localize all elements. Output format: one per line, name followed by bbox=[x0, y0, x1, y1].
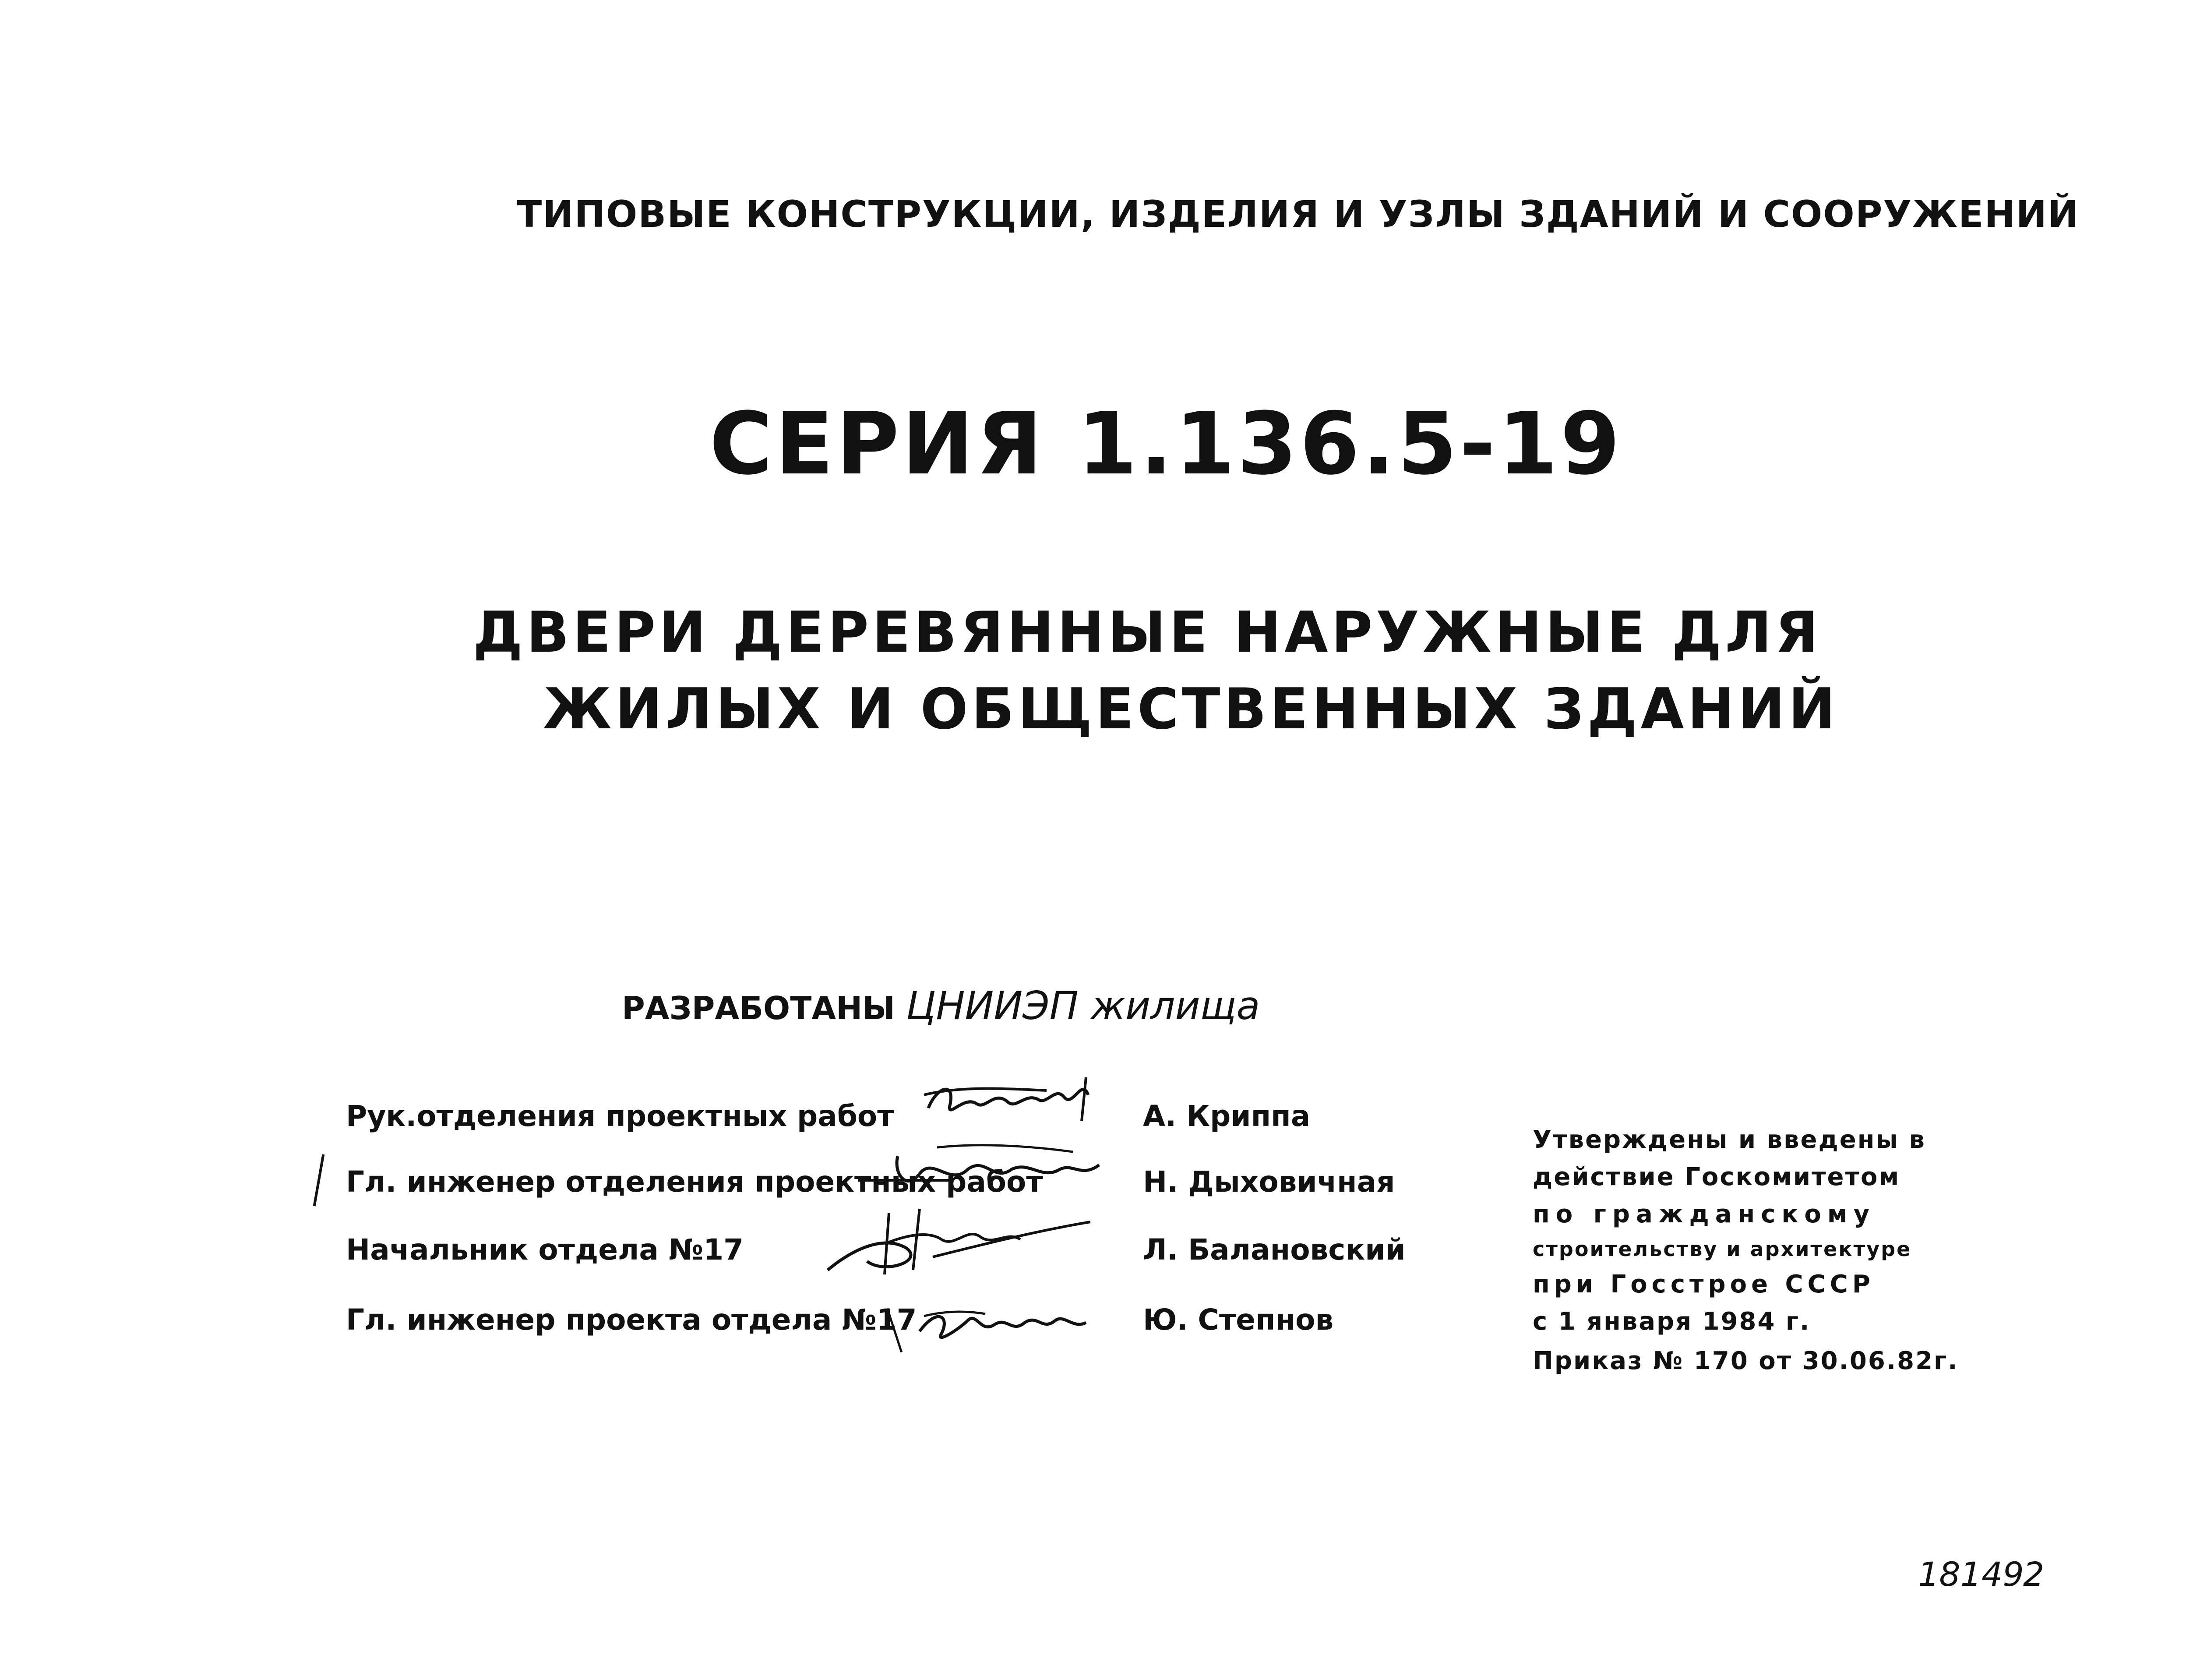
subtitle-line-2: ЖИЛЫХ И ОБЩЕСТВЕННЫХ ЗДАНИЙ bbox=[543, 677, 1839, 742]
signatory-role: Гл. инженер проекта отдела №17 bbox=[346, 1303, 917, 1337]
approval-line: по гражданскому bbox=[1533, 1200, 1876, 1228]
signature-2 bbox=[819, 1139, 1169, 1204]
developed-by bbox=[622, 983, 1260, 1028]
signature-1 bbox=[819, 1069, 1125, 1130]
series-title: СЕРИЯ 1.136.5-19 bbox=[709, 394, 1623, 494]
page-number: 2 bbox=[2023, 1555, 2045, 1594]
signatory-role: Начальник отдела №17 bbox=[346, 1233, 744, 1267]
margin-mark bbox=[313, 1154, 325, 1206]
approval-line: действие Госкомитетом bbox=[1533, 1163, 1900, 1191]
approval-order: Приказ № 170 от 30.06.82г. bbox=[1533, 1347, 1959, 1375]
approval-line: Утверждены и введены в bbox=[1533, 1126, 1926, 1154]
signatory-role: Рук.отделения проектных работ bbox=[346, 1099, 894, 1133]
signatory-role: Гл. инженер отделения проектных работ bbox=[346, 1165, 1043, 1199]
approval-date: с 1 января 1984 г. bbox=[1533, 1307, 1811, 1336]
signature-4 bbox=[911, 1290, 1095, 1351]
document-header: ТИПОВЫЕ КОНСТРУКЦИИ, ИЗДЕЛИЯ И УЗЛЫ ЗДАНИЙ И СООРУЖЕНИЙ bbox=[517, 193, 2080, 236]
developer-organization: ЦНИИЭП жилища bbox=[906, 983, 1260, 1028]
approval-line: строительству и архитектуре bbox=[1533, 1237, 1912, 1261]
approval-line: при Госстрое СССР bbox=[1533, 1270, 1875, 1299]
developed-by-label: РАЗРАБОТАНЫ bbox=[622, 990, 895, 1027]
document-number: 18149 bbox=[1918, 1555, 2024, 1594]
signatory-name: Ю. Степнов bbox=[1143, 1303, 1334, 1337]
signature-3 bbox=[819, 1196, 1125, 1283]
signatory-name: Л. Балановский bbox=[1143, 1233, 1406, 1267]
signatory-name: Н. Дыховичная bbox=[1143, 1165, 1395, 1199]
signatory-name: А. Криппа bbox=[1143, 1099, 1311, 1133]
subtitle-line-1: ДВЕРИ ДЕРЕВЯННЫЕ НАРУЖНЫЕ ДЛЯ bbox=[473, 600, 1822, 665]
